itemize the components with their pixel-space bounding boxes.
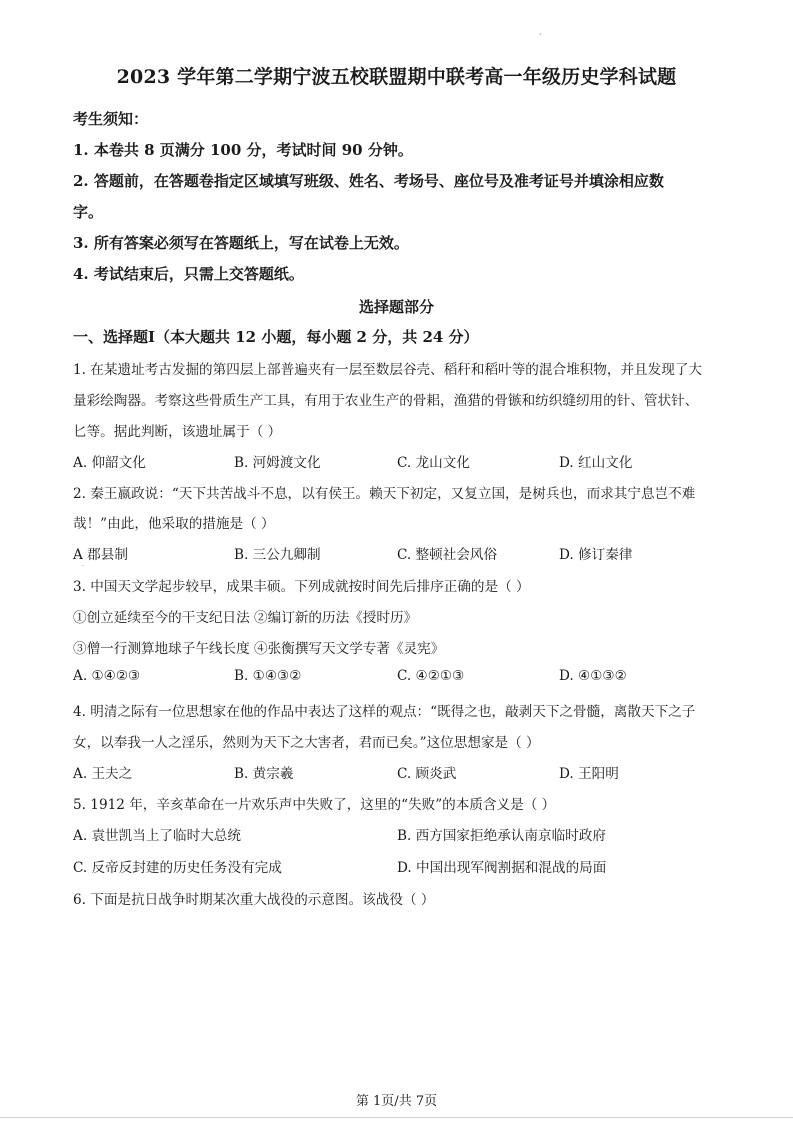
question-4-option-a[interactable]: A. 王夫之 <box>73 766 133 782</box>
question-6-line: 6. 下面是抗日战争时期某次重大战役的示意图。该战役（ ） <box>73 892 435 908</box>
question-2-option-c[interactable]: C. 整顿社会风俗 <box>397 547 498 563</box>
question-1-line: 1. 在某遗址考古发掘的第四层上部普遍夹有一层至数层谷壳、稻秆和稻叶等的混合堆积物，并且发现了大 <box>73 362 703 378</box>
question-2-line: 哉！”由此，他采取的措施是（ ） <box>73 516 275 532</box>
question-1-line: 匕等。据此判断，该遗址属于（ ） <box>73 424 282 440</box>
question-5-option-c[interactable]: C. 反帝反封建的历史任务没有完成 <box>73 860 282 876</box>
question-5-option-a[interactable]: A. 袁世凯当上了临时大总统 <box>73 828 241 844</box>
question-3-option-d[interactable]: D. ④①③② <box>559 668 627 684</box>
question-1-option-d[interactable]: D. 红山文化 <box>559 455 633 471</box>
part-heading: 一、选择题Ⅰ（本大题共 12 小题，每小题 2 分，共 24 分） <box>73 328 479 346</box>
question-2-option-d[interactable]: D. 修订秦律 <box>559 547 633 563</box>
page-footer: 第 1页/共 7页 <box>355 1094 438 1109</box>
question-4-line: 4. 明清之际有一位思想家在他的作品中表达了这样的观点：“既得之也，敲剥天下之骨髓，离散天下之子 <box>73 704 696 720</box>
question-5-line: 5. 1912 年，辛亥革命在一片欢乐声中失败了，这里的“失败”的本质含义是（ ） <box>73 797 556 813</box>
question-5-option-b[interactable]: B. 西方国家拒绝承认南京临时政府 <box>397 828 606 844</box>
notice-item: 字。 <box>73 203 104 221</box>
notice-item: 1. 本卷共 8 页满分 100 分，考试时间 90 分钟。 <box>73 141 413 159</box>
question-3-line: ①创立延续至今的干支纪日法 ②编订新的历法《授时历》 <box>73 610 418 626</box>
question-1-option-b[interactable]: B. 河姆渡文化 <box>234 455 321 471</box>
question-1-option-c[interactable]: C. 龙山文化 <box>397 455 470 471</box>
question-3-line: ③僧一行测算地球子午线长度 ④张衡撰写天文学专著《灵宪》 <box>73 641 445 657</box>
stray-mark: · <box>82 563 84 570</box>
page-title: 2023 学年第二学期宁波五校联盟期中联考高一年级历史学科试题 <box>116 66 677 88</box>
question-4-option-d[interactable]: D. 王阳明 <box>559 766 619 782</box>
question-3-option-b[interactable]: B. ①④③② <box>234 668 302 684</box>
question-4-option-b[interactable]: B. 黄宗羲 <box>234 766 294 782</box>
section-title: 选择题部分 <box>358 298 434 316</box>
question-2-line: 2. 秦王嬴政说：“天下共苦战斗不息，以有侯王。赖天下初定，又复立国，是树兵也，而求其宁息岂不难 <box>73 486 696 502</box>
question-1-option-a[interactable]: A. 仰韶文化 <box>73 455 146 471</box>
question-1-line: 量彩绘陶器。考察这些骨质生产工具，有用于农业生产的骨耜，渔猎的骨镞和纺织缝纫用的针、管状针、 <box>73 393 699 409</box>
notice-item: 4. 考试结束后，只需上交答题纸。 <box>73 265 304 283</box>
question-3-option-c[interactable]: C. ④②①③ <box>397 668 465 684</box>
notice-item: 2. 答题前，在答题卷指定区域填写班级、姓名、考场号、座位号及准考证号并填涂相应数 <box>73 172 664 190</box>
question-5-option-d[interactable]: D. 中国出现军阀割据和混战的局面 <box>397 860 607 876</box>
page-mark: · <box>539 30 542 39</box>
question-3-line: 3. 中国天文学起步较早，成果丰硕。下列成就按时间先后排序正确的是（ ） <box>73 579 530 595</box>
notice-item: 3. 所有答案必须写在答题纸上，写在试卷上无效。 <box>73 234 409 252</box>
question-2-option-a[interactable]: A 郡县制 <box>73 547 128 563</box>
question-4-line: 女，以奉我一人之淫乐，然则为天下之大害者，君而已矣。”这位思想家是（ ） <box>73 735 540 751</box>
question-3-option-a[interactable]: A. ①④②③ <box>73 668 141 684</box>
bottom-rule <box>0 1117 793 1118</box>
question-2-option-b[interactable]: B. 三公九卿制 <box>234 547 321 563</box>
question-4-option-c[interactable]: C. 顾炎武 <box>397 766 457 782</box>
notice-heading: 考生须知： <box>73 110 149 128</box>
